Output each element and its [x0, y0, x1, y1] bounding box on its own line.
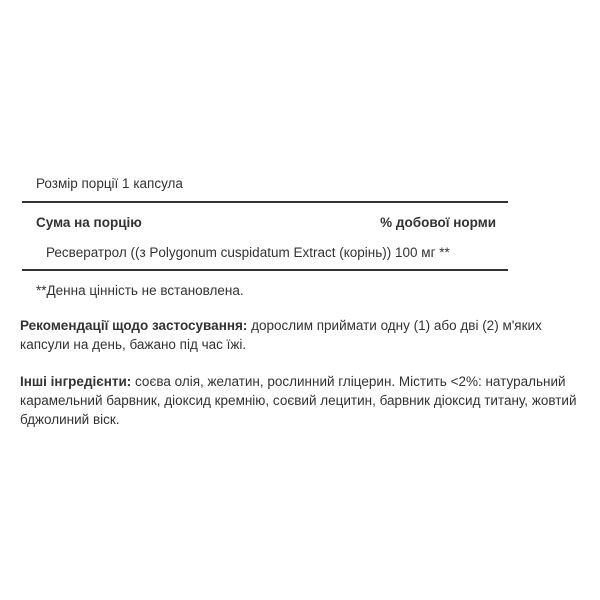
other-ingredients-paragraph [20, 372, 580, 429]
daily-value-footnote: **Денна цінність не встановлена. [36, 283, 244, 298]
facts-header-row [22, 203, 508, 236]
amount-per-serving-heading: Сума на порцію [36, 215, 142, 230]
other-ingredients-label: Інші інгредієнти: [20, 374, 132, 389]
daily-value-heading: % добової норми [380, 215, 496, 230]
ingredient-row: Ресвератрол ((з Polygonum cuspidatum Extract (корінь)) 100 мг ** [22, 236, 508, 271]
recommendation-label: Рекомендації щодо застосування: [20, 318, 248, 333]
recommendation-paragraph [20, 316, 580, 354]
recommendation-text: дорослим приймати одну (1) або дві (2) м'яких капсули на день, бажано під час їжі. [20, 318, 542, 352]
supplement-facts-panel [22, 166, 508, 271]
other-ingredients-text: соєва олія, желатин, рослинний гліцерин. Містить <2%: натуральний карамельний барвник, діоксид кремнію, соєвий лецитин, барвник діоксид титану, жовтий бджолиний віск. [20, 374, 577, 427]
serving-size: Розмір порції 1 капсула [22, 166, 508, 203]
